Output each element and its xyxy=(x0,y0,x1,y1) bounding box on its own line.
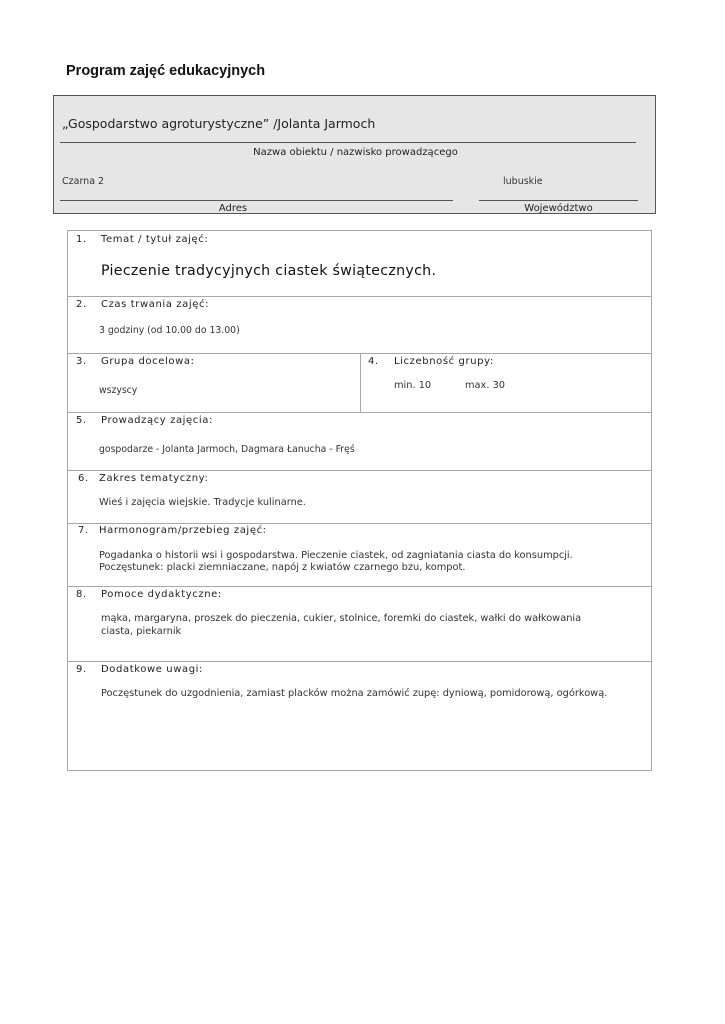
voivodeship-value: lubuskie xyxy=(503,176,543,187)
section-3-label: Grupa docelowa: xyxy=(101,356,195,367)
row-divider xyxy=(68,412,651,413)
row-divider xyxy=(68,296,651,297)
section-4-number: 4. xyxy=(368,356,379,367)
section-5-label: Prowadzący zajęcia: xyxy=(101,415,213,426)
section-5-instructors: gospodarze - Jolanta Jarmoch, Dagmara Łanucha - Fręś xyxy=(99,444,355,455)
header-box xyxy=(53,95,656,214)
section-3-number: 3. xyxy=(76,356,87,367)
row-divider xyxy=(68,661,651,662)
section-2-duration: 3 godziny (od 10.00 do 13.00) xyxy=(99,325,240,336)
organizer-name: „Gospodarstwo agroturystyczne” /Jolanta Jarmoch xyxy=(62,116,376,131)
section-8-label: Pomoce dydaktyczne: xyxy=(101,589,222,600)
organizer-caption: Nazwa obiektu / nazwisko prowadzącego xyxy=(253,147,458,158)
section-6-number: 6. xyxy=(78,473,89,484)
section-6-label: Zakres tematyczny: xyxy=(99,473,209,484)
row-divider xyxy=(68,470,651,471)
section-8-number: 8. xyxy=(76,589,87,600)
section-9-label: Dodatkowe uwagi: xyxy=(101,664,204,675)
section-7-label: Harmonogram/przebieg zajęć: xyxy=(99,525,267,536)
section-7-number: 7. xyxy=(78,525,89,536)
address-value: Czarna 2 xyxy=(62,176,105,187)
section-9-number: 9. xyxy=(76,664,87,675)
section-1-number: 1. xyxy=(76,234,87,245)
row-divider xyxy=(68,523,651,524)
address-underline xyxy=(60,200,453,201)
section-9-remarks: Poczęstunek do uzgodnienia, zamiast placków można zamówić zupę: dyniową, pomidorową, ogórkową. xyxy=(101,688,608,699)
section-4-min: min. 10 xyxy=(394,380,432,391)
document-title: Program zajęć edukacyjnych xyxy=(66,63,266,79)
section-3-target-group: wszyscy xyxy=(99,385,138,396)
section-2-label: Czas trwania zajęć: xyxy=(101,299,210,310)
section-5-number: 5. xyxy=(76,415,87,426)
section-8-materials-line-1: mąka, margaryna, proszek do pieczenia, cukier, stolnice, foremki do ciastek, wałki do wałkowania xyxy=(101,613,582,624)
section-6-scope: Wieś i zajęcia wiejskie. Tradycje kulinarne. xyxy=(99,497,306,508)
row-divider xyxy=(68,586,651,587)
section-4-max: max. 30 xyxy=(465,380,506,391)
section-8-materials-line-2: ciasta, piekarnik xyxy=(101,626,182,637)
section-2-number: 2. xyxy=(76,299,87,310)
column-divider xyxy=(360,353,361,412)
voivodeship-caption: Województwo xyxy=(524,203,593,214)
section-7-schedule-line-2: Poczęstunek: placki ziemniaczane, napój z kwiatów czarnego bzu, kompot. xyxy=(99,562,466,573)
section-7-schedule-line-1: Pogadanka o historii wsi i gospodarstwa. Pieczenie ciastek, od zagniatania ciasta do konsumpcji. xyxy=(99,550,573,561)
section-4-label: Liczebność grupy: xyxy=(394,356,494,367)
voivodeship-underline xyxy=(479,200,638,201)
organizer-underline xyxy=(60,142,636,143)
address-caption: Adres xyxy=(218,203,248,214)
section-1-label: Temat / tytuł zajęć: xyxy=(101,234,209,245)
section-1-topic: Pieczenie tradycyjnych ciastek świątecznych. xyxy=(101,263,437,279)
program-form-table xyxy=(67,230,652,771)
